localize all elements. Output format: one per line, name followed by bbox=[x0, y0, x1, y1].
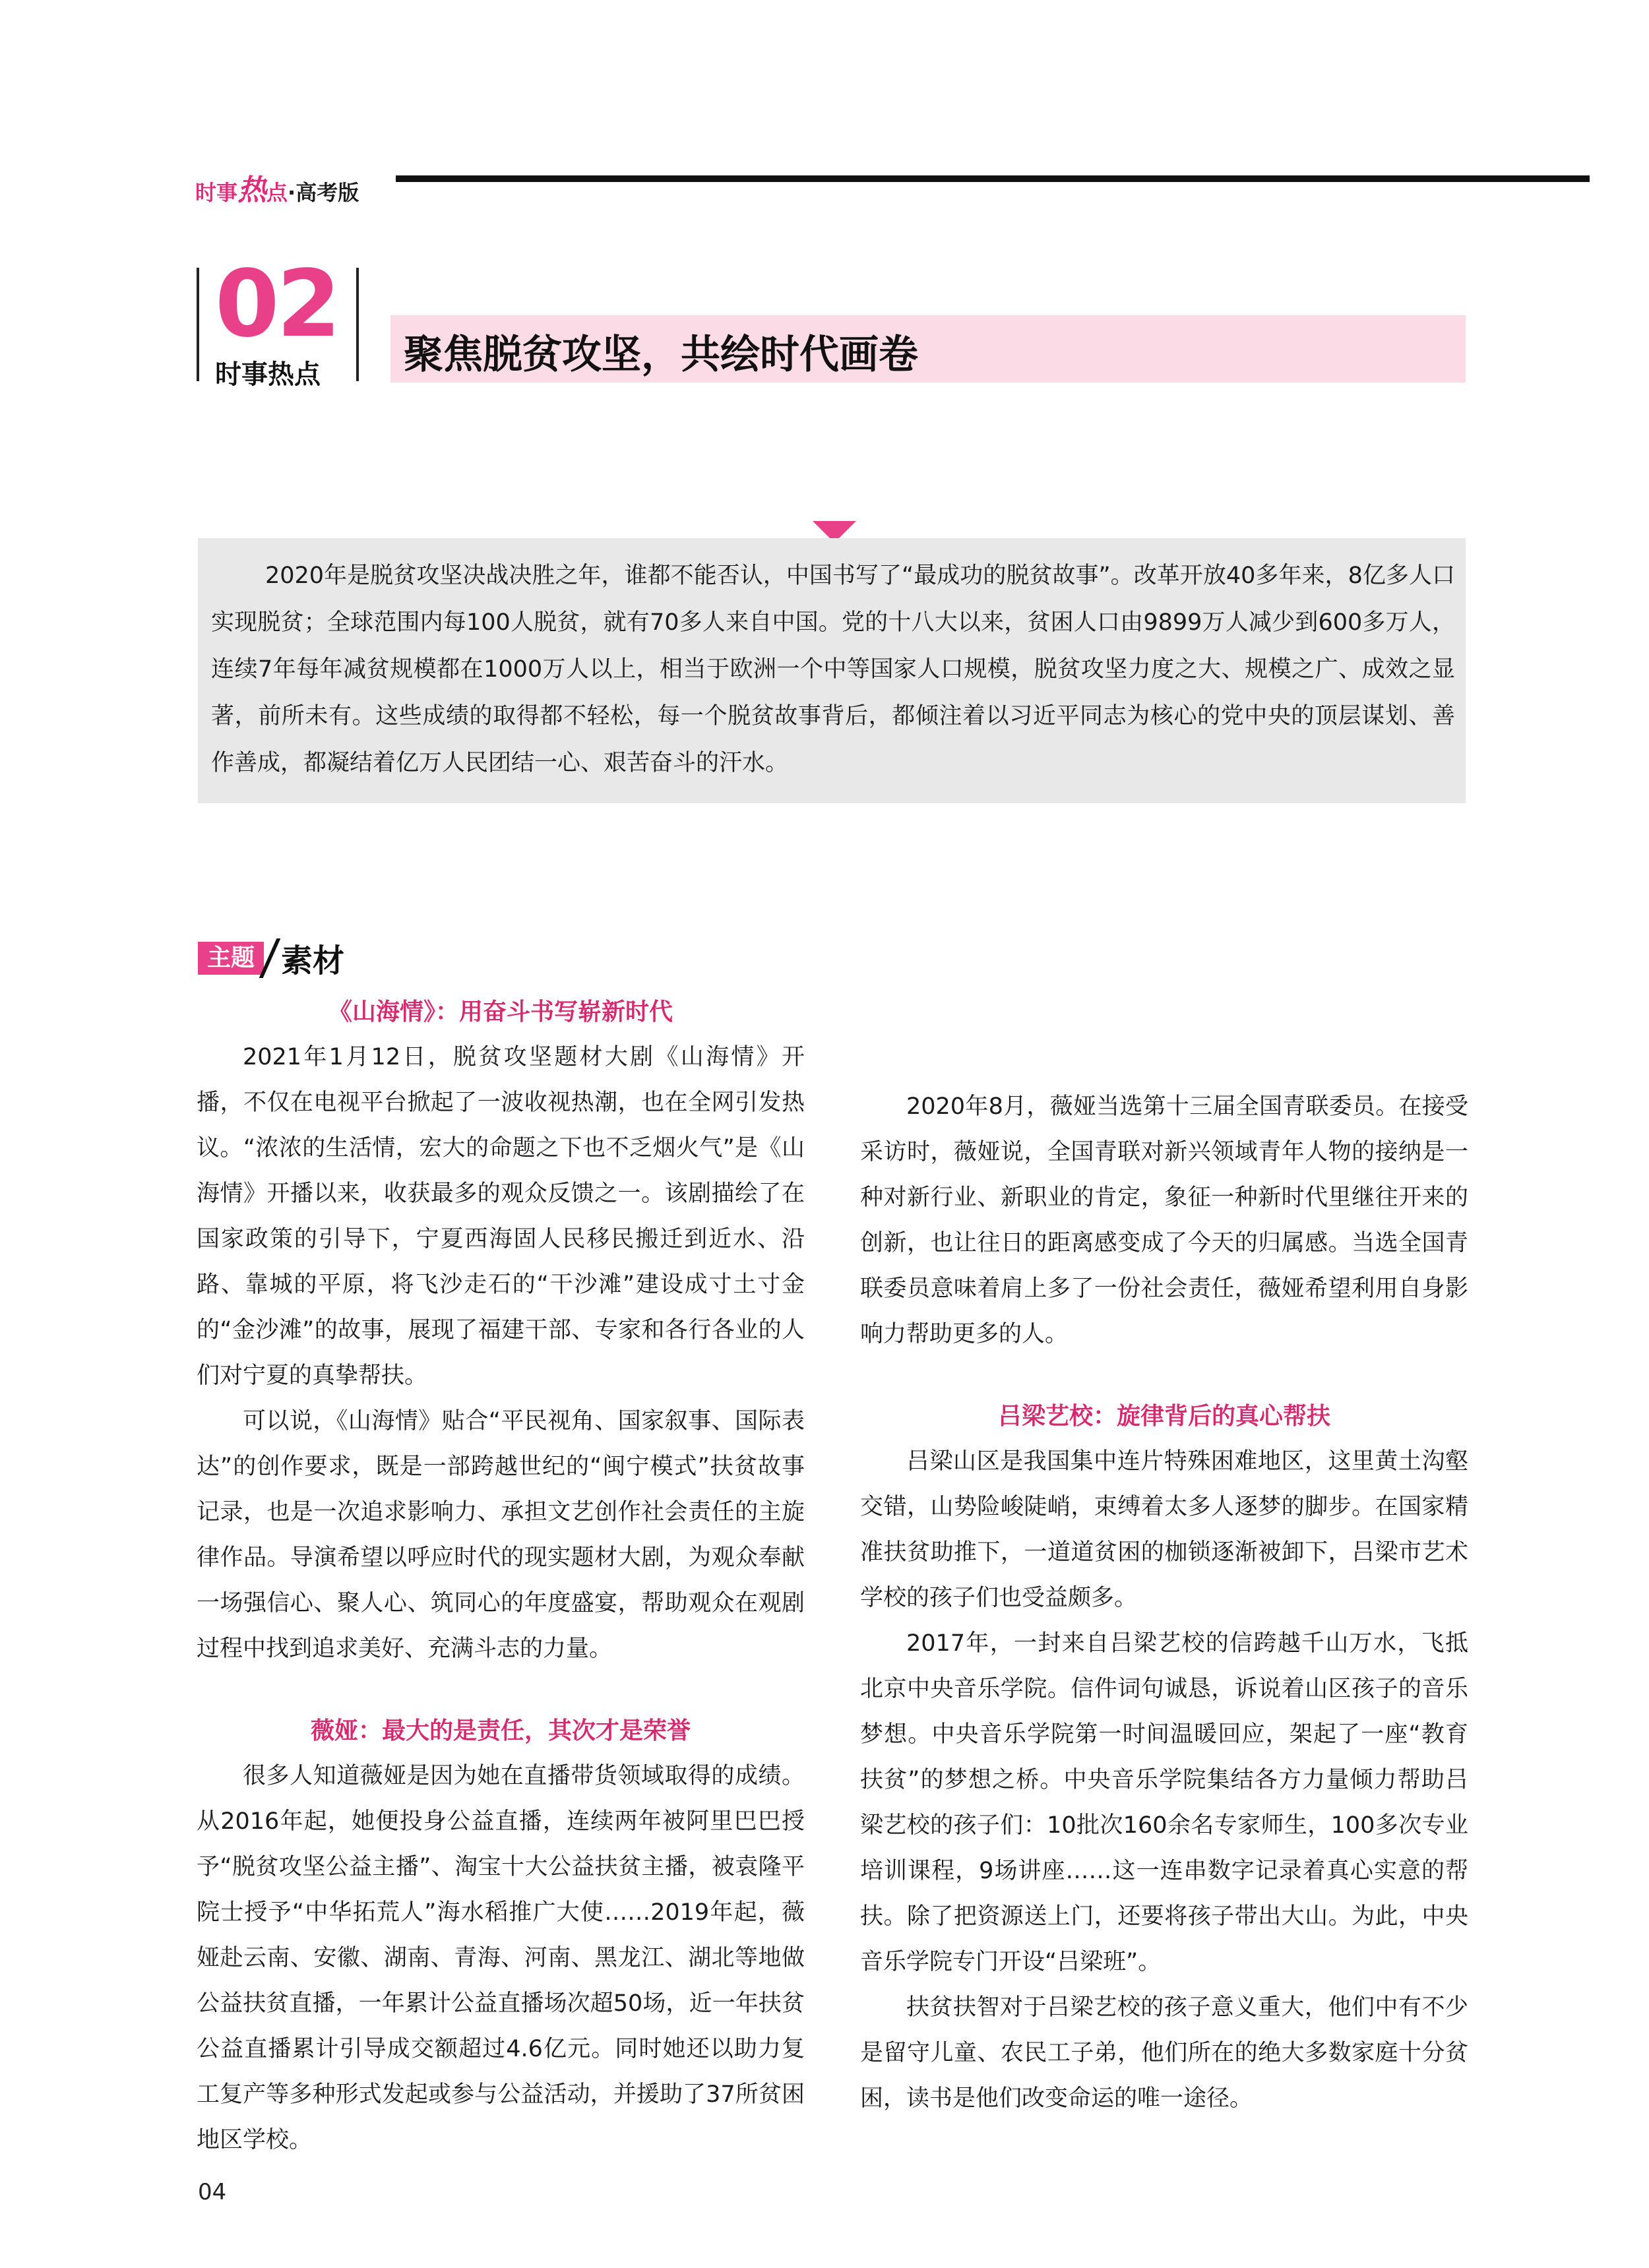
intro-text: 2020年是脱贫攻坚决战决胜之年，谁都不能否认，中国书写了“最成功的脱贫故事”。改革开放40多年来，8亿多人口实现脱贫；全球范围内每100人脱贫，就有70多人来自中国。党的十八大以来，贫困人口由9899万人减少到600多万人，连续7年每年减贫规模都在1000万人以上，相当于欧洲一个中等国家人口规模，脱贫攻坚力度之大、规模之广、成效之显著，前所未有。这些成绩的取得都不轻松，每一个脱贫故事背后，都倾注着以习近平同志为核心的党中央的顶层谋划、善作善成，都凝结着亿万人民团结一心、艰苦奋斗的汗水。 bbox=[211, 563, 1455, 776]
theme-pill: 主题 bbox=[198, 942, 264, 975]
page-number: 04 bbox=[198, 2179, 227, 2205]
article-paragraph: 吕梁山区是我国集中连片特殊困难地区，这里黄土沟壑交错，山势险峻陡峭，束缚着太多人逐梦的脚步。在国家精准扶贫助推下，一道道贫困的枷锁逐渐被卸下，吕梁市艺术学校的孩子们也受益颇多。 bbox=[860, 1448, 1468, 1611]
article-paragraph: 2021年1月12日，脱贫攻坚题材大剧《山海情》开播，不仅在电视平台掀起了一波收视热潮，也在全网引发热议。“浓浓的生活情，宏大的命题之下也不乏烟火气”是《山海情》开播以来，收获最多的观众反馈之一。该剧描绘了在国家政策的引导下，宁夏西海固人民移民搬迁到近水、沿路、靠城的平原，将飞沙走石的“干沙滩”建设成寸土寸金的“金沙滩”的故事，展现了福建干部、专家和各行各业的人们对宁夏的真挚帮扶。 bbox=[197, 1044, 805, 1389]
article-paragraph: 很多人知道薇娅是因为她在直播带货领域取得的成绩。从2016年起，她便投身公益直播，连续两年被阿里巴巴授予“脱贫攻坚公益主播”、淘宝十大公益扶贫主播，被袁隆平院士授予“中华拓荒人”海水稻推广大使……2019年起，薇娅赴云南、安徽、湖南、青海、河南、黑龙江、湖北等地做公益扶贫直播，一年累计公益直播场次超50场，近一年扶贫公益直播累计引导成交额超过4.6亿元。同时她还以助力复工复产等多种形式发起或参与公益活动，并援助了37所贫困地区学校。 bbox=[197, 1763, 805, 2153]
article-paragraph: 2020年8月，薇娅当选第十三届全国青联委员。在接受采访时，薇娅说，全国青联对新兴领域青年人物的接纳是一种对新行业、新职业的肯定，象征一种新时代里继往开来的创新，也让往日的距离感变成了今天的归属感。当选全国青联委员意味着肩上多了一份社会责任，薇娅希望利用自身影响力帮助更多的人。 bbox=[860, 1093, 1468, 1347]
article-paragraph: 可以说，《山海情》贴合“平民视角、国家叙事、国际表达”的创作要求，既是一部跨越世纪的“闽宁模式”扶贫故事记录，也是一次追求影响力、承担文艺创作社会责任的主旋律作品。导演希望以呼应时代的现实题材大剧，为观众奉献一场强信心、聚人心、筑同心的年度盛宴，帮助观众在观剧过程中找到追求美好、充满斗志的力量。 bbox=[197, 1408, 805, 1662]
column-left bbox=[197, 989, 805, 2163]
theme-text: 素材 bbox=[281, 942, 345, 979]
section-bar-left bbox=[197, 268, 199, 381]
brand-text-hot: 热 bbox=[237, 173, 267, 207]
article-heading-shanhaiqing: 《山海情》：用奋斗书写崭新时代 bbox=[328, 998, 673, 1026]
section-label: 时事热点 bbox=[215, 359, 321, 390]
theme-tag bbox=[198, 935, 345, 979]
article-paragraph: 扶贫扶智对于吕梁艺校的孩子意义重大，他们中有不少是留守儿童、农民工子弟，他们所在的绝大多数家庭十分贫困，读书是他们改变命运的唯一途径。 bbox=[860, 1994, 1468, 2112]
section-bar-right bbox=[356, 268, 359, 381]
magazine-brand bbox=[195, 166, 359, 208]
brand-text-b: 点 bbox=[266, 180, 288, 205]
article-heading-weiya: 薇娅：最大的是责任，其次才是荣誉 bbox=[310, 1717, 691, 1744]
column-right bbox=[860, 905, 1468, 2122]
article-heading-lvliang: 吕梁艺校：旋律背后的真心帮扶 bbox=[997, 1403, 1330, 1430]
brand-text-a: 时事 bbox=[195, 180, 238, 205]
brand-edition: ·高考版 bbox=[288, 180, 359, 205]
header-rule bbox=[396, 175, 1590, 182]
page-title: 聚焦脱贫攻坚，共绘时代画卷 bbox=[404, 332, 918, 378]
article-paragraph: 2017年，一封来自吕梁艺校的信跨越千山万水，飞抵北京中央音乐学院。信件词句诚恳，诉说着山区孩子的音乐梦想。中央音乐学院第一时间温暖回应，架起了一座“教育扶贫”的梦想之桥。中央音乐学院集结各方力量倾力帮助吕梁艺校的孩子们：10批次160余名专家师生，100多次专业培训课程，9场讲座……这一连串数字记录着真心实意的帮扶。除了把资源送上门，还要将孩子带出大山。为此，中央音乐学院专门开设“吕梁班”。 bbox=[860, 1630, 1468, 1975]
section-number: 02 bbox=[215, 251, 338, 358]
